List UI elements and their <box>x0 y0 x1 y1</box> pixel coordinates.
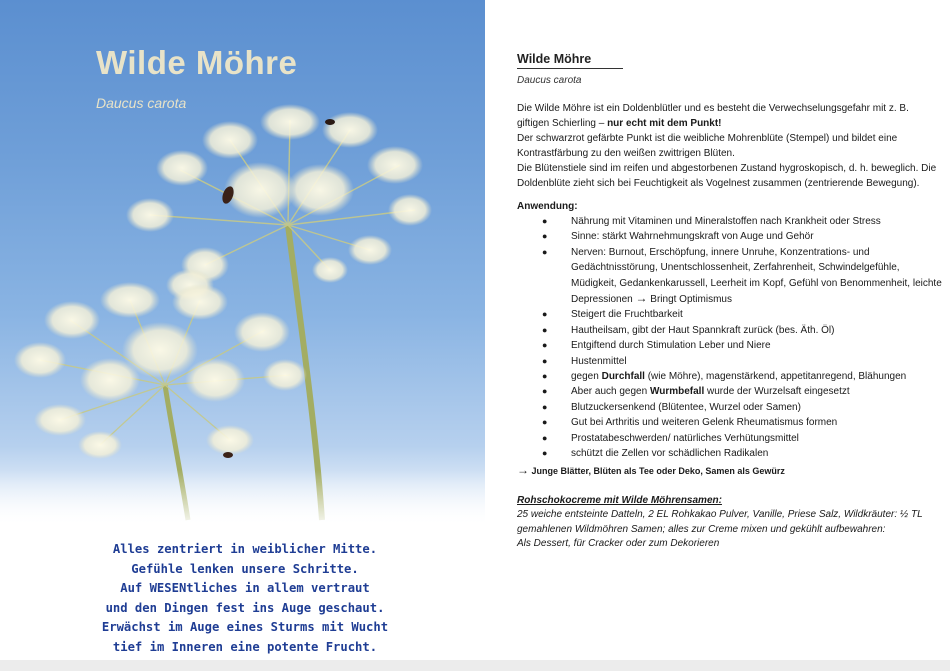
bullet-icon: ● <box>542 324 548 335</box>
list-item <box>537 245 942 308</box>
bullet-icon: ● <box>542 371 548 382</box>
list-item-text: Bringt Optimismus <box>650 294 732 306</box>
list-item-text: Nerven: Burnout, Erschöpfung, innere Unruhe, Konzentrations- und Gedächtnisstörung, Unentschlossenheit, Zerfahrenheit, Schwindelgefühle, Müdigkeit, Gedankenkarussell, Leerheit im Kopf, Gefühl von Benommenheit, leichte <box>571 246 942 289</box>
bullet-icon: ● <box>542 432 548 443</box>
list-item <box>537 369 942 384</box>
list-item-text: gegen <box>571 371 602 383</box>
poem <box>95 540 395 658</box>
intro-paragraph: Die Blütenstiele sind im reifen und abgestorbenen Zustand hygroskopisch, d. h. beweglich. Die Doldenblüte zieht sich bei Feuchtigkeit als Vogelnest zusammen (zentrierende Bewegung). <box>517 163 937 189</box>
section-title: Wilde Möhre <box>517 52 623 69</box>
list-item <box>537 384 942 399</box>
page-title: Wilde Möhre <box>96 44 298 81</box>
list-item-text: Hautheilsam, gibt der Haut Spannkraft zurück (bes. Äth. Öl) <box>571 324 835 336</box>
usage-list <box>537 214 942 462</box>
poem-line: Erwächst im Auge eines Sturms mit Wucht <box>101 620 389 635</box>
intro-paragraph: Der schwarzrot gefärbte Punkt ist die weibliche Mohrenblüte (Stempel) und bildet eine Kontrastfärbung zu den weißen zwittrigen Blüten. <box>517 133 898 159</box>
list-item-text: Depressionen <box>571 294 633 306</box>
bullet-icon: ● <box>542 231 548 242</box>
bullet-icon: ● <box>542 246 548 257</box>
list-item <box>537 400 942 415</box>
bullet-icon: ● <box>542 216 548 226</box>
poem-line: tief im Inneren eine potente Frucht. <box>112 639 378 654</box>
poem-line: und den Dingen fest ins Auge geschaut. <box>105 600 385 615</box>
right-arrow-icon: → <box>635 291 648 306</box>
recipe-text: 25 weiche entsteinte Datteln, 2 EL Rohkakao Pulver, Vanille, Priese Salz, Wildkräuter: ½ TL gemahlenen Wildmöhren Samen; alles zur Creme mixen und gekühlt aufbewahren: <box>517 509 923 535</box>
list-item <box>537 338 942 353</box>
list-item <box>537 214 942 229</box>
intro-paragraph <box>517 101 937 131</box>
recipe-text: Als Dessert, für Cracker oder zum Dekorieren <box>517 538 720 550</box>
list-item-text: Blutzuckersenkend (Blütentee, Wurzel oder Samen) <box>571 401 801 413</box>
list-item-emphasis: Wurmbefall <box>649 386 705 398</box>
list-item-text: Steigert die Fruchtbarkeit <box>571 309 683 321</box>
usage-tip-text: Junge Blätter, Blüten als Tee oder Deko, Samen als Gewürz <box>531 466 785 476</box>
poem-line: Gefühle lenken unsere Schritte. <box>131 561 359 576</box>
photo-fade <box>0 470 485 530</box>
latin-name: Daucus carota <box>96 95 187 111</box>
list-item-text: wurde der Wurzelsaft eingesetzt <box>704 386 850 398</box>
list-item-text: schützt die Zellen vor schädlichen Radikalen <box>571 448 769 460</box>
list-item-text: Hustenmittel <box>571 355 627 367</box>
usage-heading: Anwendung: <box>517 201 578 212</box>
list-item-text: Sinne: stärkt Wahrnehmungskraft von Auge und Gehör <box>571 231 814 243</box>
list-item <box>537 354 942 369</box>
poem-line: Auf WESENtliches in allem vertraut <box>120 581 370 596</box>
section-latin-name: Daucus carota <box>517 75 582 86</box>
list-item <box>537 431 942 446</box>
list-item <box>537 307 942 322</box>
bullet-icon: ● <box>542 309 548 320</box>
usage-tip <box>517 463 785 479</box>
recipe <box>517 494 937 552</box>
bullet-icon: ● <box>542 386 548 397</box>
page-bottom-edge <box>0 660 950 671</box>
intro-text-run: Die Wilde Möhre ist ein Doldenblütler und es besteht die Verwechselungsgefahr mit z. B. giftigen Schierling – <box>517 103 909 129</box>
bullet-icon: ● <box>542 340 548 351</box>
list-item-text: Nährung mit Vitaminen und Mineralstoffen nach Krankheit oder Stress <box>571 216 881 227</box>
list-item-text: Prostatabeschwerden/ natürliches Verhütungsmittel <box>571 432 799 444</box>
list-item-text: Gut bei Arthritis und weiteren Gelenk Rheumatismus formen <box>571 417 838 429</box>
list-item-text: (wie Möhre), magenstärkend, appetitanregend, Blähungen <box>644 371 907 383</box>
poem-line: Alles zentriert in weiblicher Mitte. <box>112 542 378 556</box>
list-item <box>537 323 942 338</box>
list-item <box>537 446 942 461</box>
list-item <box>537 229 942 244</box>
bullet-icon: ● <box>542 417 548 428</box>
list-item-text: Entgiftend durch Stimulation Leber und Niere <box>571 340 771 352</box>
list-item-emphasis: Durchfall <box>601 371 645 383</box>
list-item-text: Aber auch gegen <box>571 386 650 398</box>
list-item <box>537 415 942 430</box>
right-arrow-icon: → <box>517 463 529 477</box>
recipe-title: Rohschokocreme mit Wilde Möhrensamen: <box>517 495 722 506</box>
intro-text <box>517 101 937 191</box>
bullet-icon: ● <box>542 401 548 412</box>
bullet-icon: ● <box>542 355 548 366</box>
intro-emphasis: nur echt mit dem Punkt! <box>607 118 722 129</box>
right-page <box>485 0 950 671</box>
bullet-icon: ● <box>542 448 548 459</box>
